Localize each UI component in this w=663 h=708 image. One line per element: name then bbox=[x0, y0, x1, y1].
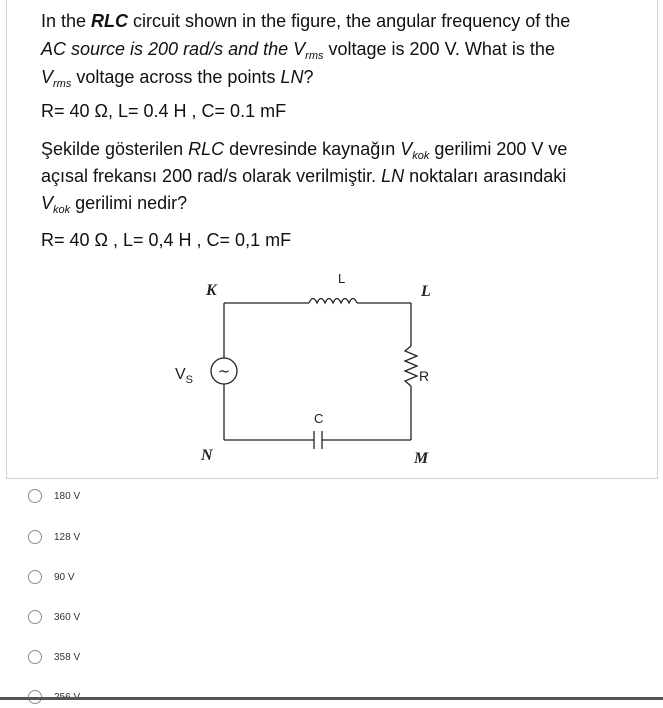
label-L-inductor: L bbox=[338, 271, 346, 286]
ac-source-symbol: ~ bbox=[217, 362, 231, 380]
label-C: C bbox=[314, 411, 324, 426]
question-text-tr-line1: Şekilde gösterilen RLC devresinde kaynağın $V_{kok}$ gerilimi 200 V ve bbox=[41, 139, 568, 162]
answer-option-5[interactable] bbox=[28, 646, 80, 668]
question-text-tr-line2: açısal frekansı 200 rad/s olarak verilmiştir. LN noktaları arasındaki bbox=[41, 166, 567, 186]
answer-option-3[interactable] bbox=[28, 566, 75, 588]
radio-button[interactable] bbox=[28, 530, 42, 544]
label-N: N bbox=[201, 447, 213, 464]
question-text-en-line1: In the RLC circuit shown in the figure, the angular frequency of the bbox=[41, 11, 571, 31]
given-values-en: R= 40 Ω, L= 0.4 H , C= 0.1 mF bbox=[41, 101, 287, 121]
given-values-tr: R= 40 Ω , L= 0,4 H , C= 0,1 mF bbox=[41, 230, 292, 250]
label-R: R bbox=[419, 368, 430, 384]
question-text-tr-line3: $V_{kok}$ gerilimi nedir? bbox=[41, 193, 188, 216]
answer-option-1[interactable] bbox=[28, 485, 80, 507]
radio-button[interactable] bbox=[28, 570, 42, 584]
question-text-en-line3: $V_{rms}$ voltage across the points LN? bbox=[41, 67, 314, 90]
radio-button[interactable] bbox=[28, 610, 42, 624]
label-M: M bbox=[414, 450, 429, 467]
answer-option-label: 358 V bbox=[54, 651, 81, 663]
radio-button[interactable] bbox=[28, 489, 42, 503]
answer-option-label: 360 V bbox=[54, 611, 81, 623]
answer-option-label: 180 V bbox=[54, 490, 81, 502]
label-K: K bbox=[206, 282, 217, 299]
radio-button[interactable] bbox=[28, 650, 42, 664]
answer-option-label: 128 V bbox=[54, 531, 81, 543]
label-L-point: L bbox=[421, 283, 431, 300]
question-text-en-line2: AC source is 200 rad/s and the $V_{rms}$ voltage is 200 V. What is the bbox=[41, 39, 555, 62]
answer-option-4[interactable] bbox=[28, 606, 80, 628]
label-Vs: $V_S$ bbox=[175, 366, 194, 386]
inductor-coil bbox=[309, 299, 357, 304]
resistor-zigzag bbox=[405, 346, 417, 386]
answer-option-label: 90 V bbox=[54, 571, 75, 583]
answer-option-2[interactable] bbox=[28, 526, 80, 548]
